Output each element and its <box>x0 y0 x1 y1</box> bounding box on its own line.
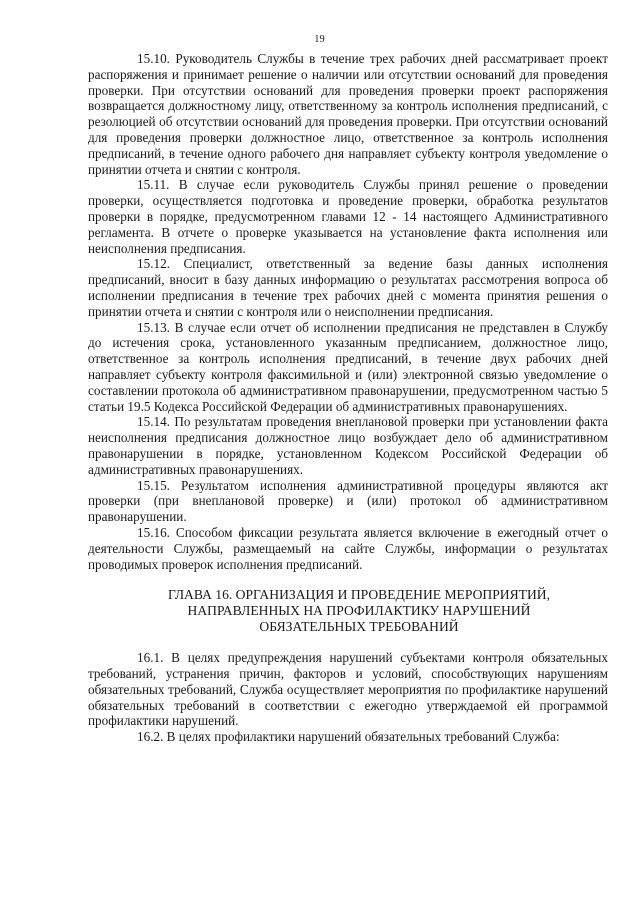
page-number: 19 <box>314 34 325 45</box>
paragraph-15-11: 15.11. В случае если руководитель Службы принял решение о проведении проверки, осуществляется подготовка и проведение проверки, обработка результатов проверки в порядке, предусмотренном главами 12 - 14 настоящего Административного регламента. В отчете о проверке указывается на установление факта исполнения или неисполнения предписания. <box>88 177 608 256</box>
chapter-heading <box>88 587 608 635</box>
chapter-heading-line-3: ОБЯЗАТЕЛЬНЫХ ТРЕБОВАНИЙ <box>259 619 459 635</box>
paragraph-15-14: 15.14. По результатам проведения внеплановой проверки при установлении факта неисполнения предписания должностное лицо возбуждает дело об административном правонарушении в порядке, установленном Кодексом Российской Федерации об административных правонарушениях. <box>88 414 608 477</box>
paragraph-15-10: 15.10. Руководитель Службы в течение трех рабочих дней рассматривает проект распоряжения и принимает решение о наличии или отсутствии оснований для проведения проверки. При отсутствии оснований для проведения проверки проект распоряжения возвращается должностному лицу, ответственному за контроль исполнения предписаний, с резолюцией об отсутствии оснований для проведения проверки. При отсутствии оснований для проведения проверки должностное лицо, ответственное за контроль исполнения предписаний, в течение одного рабочего дня направляет субъекту контроля уведомление о принятии отчета и снятии с контроля. <box>88 51 608 177</box>
document-body <box>88 51 608 745</box>
paragraph-15-15: 15.15. Результатом исполнения административной процедуры являются акт проверки (при внеплановой проверке) и (или) протокол об административном правонарушении. <box>88 477 608 525</box>
paragraph-16-1: 16.1. В целях предупреждения нарушений субъектами контроля обязательных требований, устранения причин, факторов и условий, способствующих нарушениям обязательных требований, Служба осуществляет мероприятия по профилактике нарушений обязательных требований в соответствии с ежегодно утверждаемой ей программой профилактики нарушений. <box>88 650 608 729</box>
paragraph-15-13: 15.13. В случае если отчет об исполнении предписания не представлен в Службу до истечения срока, установленного указанным предписанием, должностное лицо, ответственное за контроль исполнения предписаний, в течение двух рабочих дней направляет субъекту контроля факсимильной и (или) электронной связью уведомление о составлении протокола об административном правонарушении, предусмотренном частью 5 статьи 19.5 Кодекса Российской Федерации об административных правонарушениях. <box>88 319 608 414</box>
chapter-heading-line-2: НАПРАВЛЕННЫХ НА ПРОФИЛАКТИКУ НАРУШЕНИЙ <box>187 603 531 619</box>
paragraph-15-16: 15.16. Способом фиксации результата является включение в ежегодный отчет о деятельности Службы, размещаемый на сайте Службы, информации о результатах проводимых проверок исполнения предписаний. <box>88 524 608 572</box>
chapter-heading-line-1: ГЛАВА 16. ОРГАНИЗАЦИЯ И ПРОВЕДЕНИЕ МЕРОПРИЯТИЙ, <box>167 587 550 603</box>
paragraph-15-12: 15.12. Специалист, ответственный за ведение базы данных исполнения предписаний, вносит в базу данных информацию о результатах рассмотрения вопроса об исполнении предписания в течение трех рабочих дней с момента принятия решения о принятии отчета и снятии с контроля или о неисполнении предписания. <box>88 256 608 319</box>
paragraph-16-2: 16.2. В целях профилактики нарушений обязательных требований Служба: <box>137 729 560 745</box>
